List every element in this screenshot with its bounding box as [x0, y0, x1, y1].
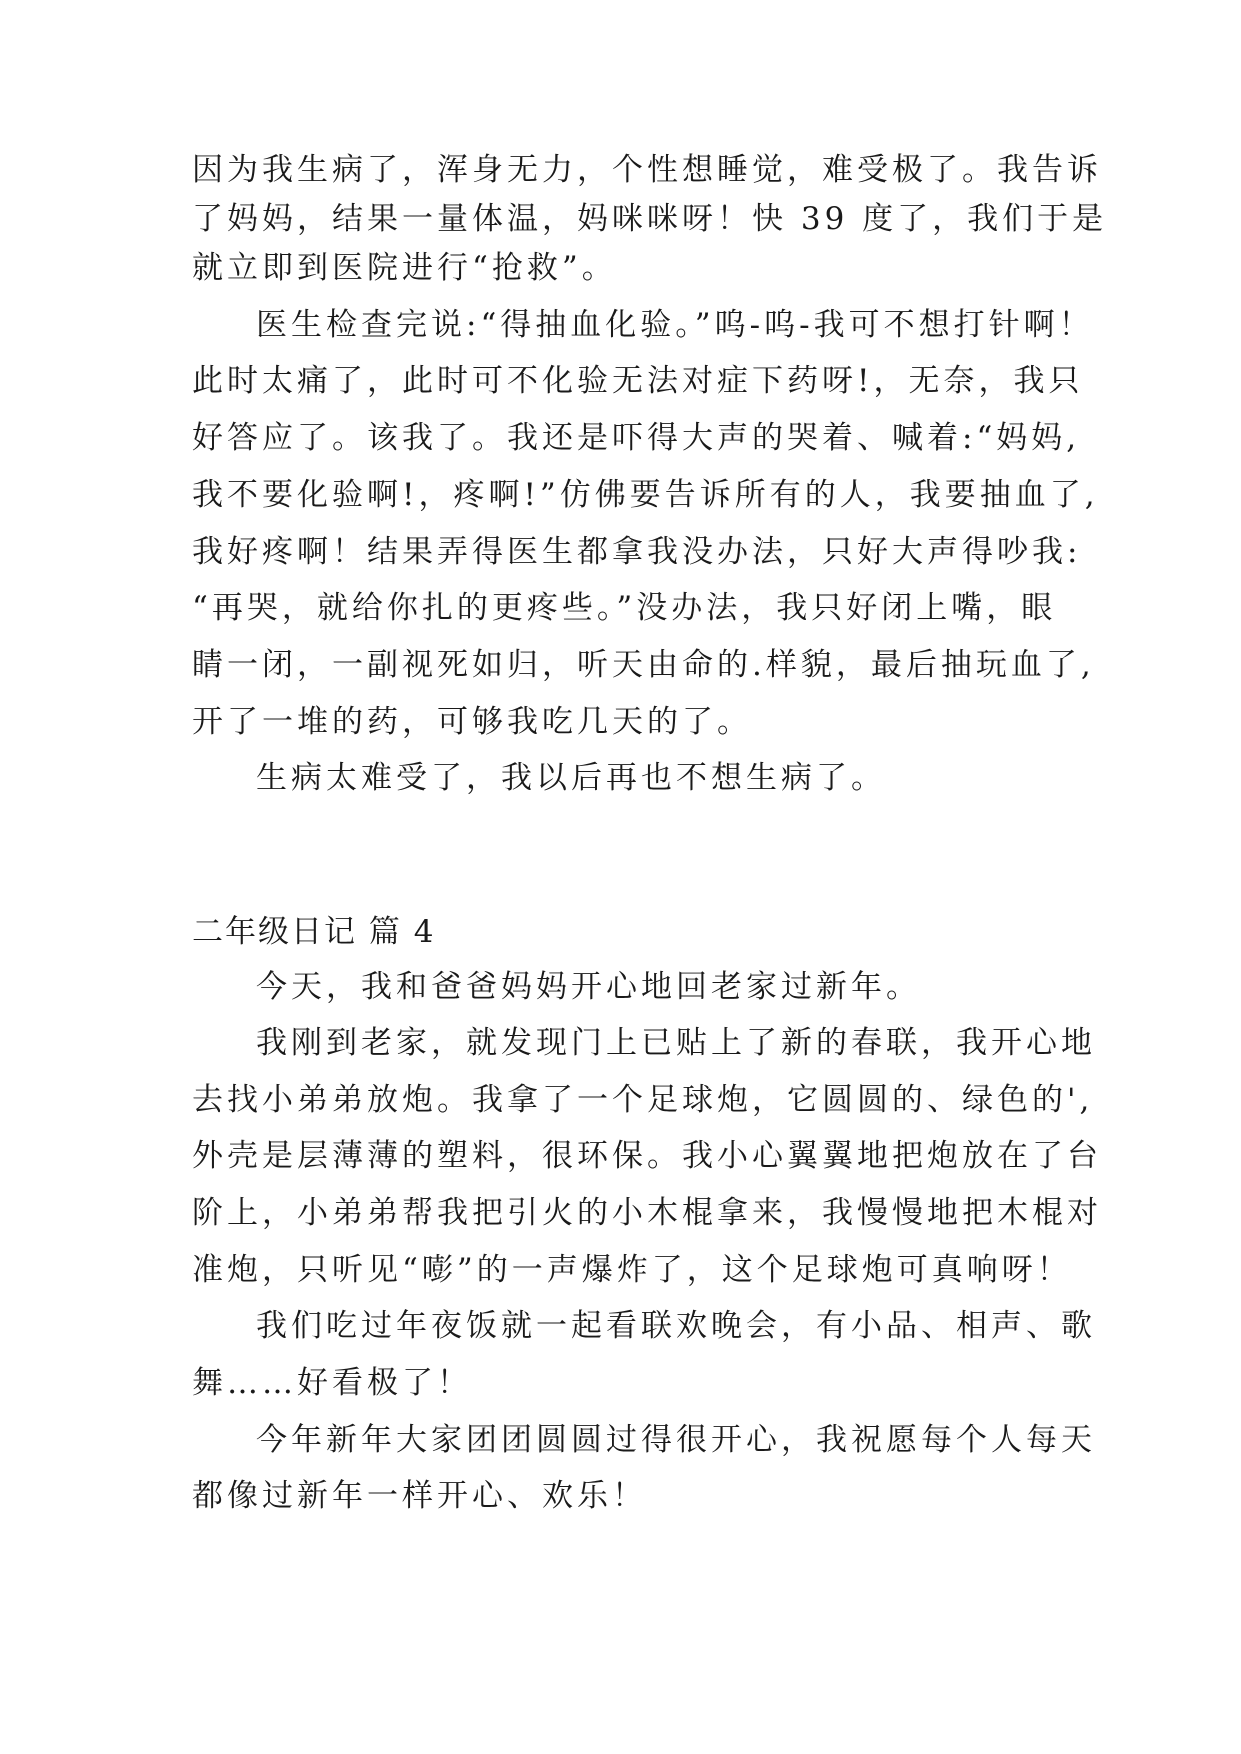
- text-line: 舞……好看极了！: [192, 1365, 472, 1401]
- text-line: 去找小弟弟放炮。我拿了一个足球炮，它圆圆的、绿色的',: [192, 1082, 1094, 1118]
- text-line: 开了一堆的药，可够我吃几天的了。: [192, 704, 752, 740]
- text-line: 我不要化验啊!，疼啊!”仿佛要告诉所有的人，我要抽血了,: [192, 477, 1099, 513]
- text-line: “再哭，就给你扎的更疼些。”没办法，我只好闭上嘴，眼: [192, 590, 1057, 626]
- text-line: 就立即到医院进行“抢救”。: [192, 250, 617, 286]
- text-line: 准炮，只听见“嘭”的一声爆炸了，这个足球炮可真响呀！: [192, 1252, 1072, 1288]
- text-line: 生病太难受了，我以后再也不想生病了。: [256, 760, 886, 796]
- text-line: 好答应了。该我了。我还是吓得大声的哭着、喊着:“妈妈,: [192, 420, 1081, 456]
- text-line: 外壳是层薄薄的塑料，很环保。我小心翼翼地把炮放在了台: [192, 1138, 1102, 1174]
- text-line: 我好疼啊！结果弄得医生都拿我没办法，只好大声得吵我:: [192, 534, 1082, 570]
- text-line: 医生检查完说:“得抽血化验。”呜-呜-我可不想打针啊！: [256, 307, 1094, 343]
- text-line: 我们吃过年夜饭就一起看联欢晚会，有小品、相声、歌: [256, 1308, 1096, 1344]
- text-line: 都像过新年一样开心、欢乐！: [192, 1478, 647, 1514]
- text-line: 睛一闭，一副视死如归，听天由命的.样貌，最后抽玩血了,: [192, 647, 1095, 683]
- text-line: 阶上，小弟弟帮我把引火的小木棍拿来，我慢慢地把木棍对: [192, 1195, 1102, 1231]
- text-line: 今天，我和爸爸妈妈开心地回老家过新年。: [256, 969, 921, 1005]
- text-line: 今年新年大家团团圆圆过得很开心，我祝愿每个人每天: [256, 1422, 1096, 1458]
- text-line: 因为我生病了，浑身无力，个性想睡觉，难受极了。我告诉: [192, 152, 1102, 188]
- text-line: 了妈妈，结果一量体温，妈咪咪呀！快 39 度了，我们于是: [192, 201, 1108, 237]
- text-line: 此时太痛了，此时可不化验无法对症下药呀!，无奈，我只: [192, 363, 1084, 399]
- section-heading: 二年级日记 篇 4: [192, 914, 436, 950]
- text-line: 我刚到老家，就发现门上已贴上了新的春联，我开心地: [256, 1025, 1096, 1061]
